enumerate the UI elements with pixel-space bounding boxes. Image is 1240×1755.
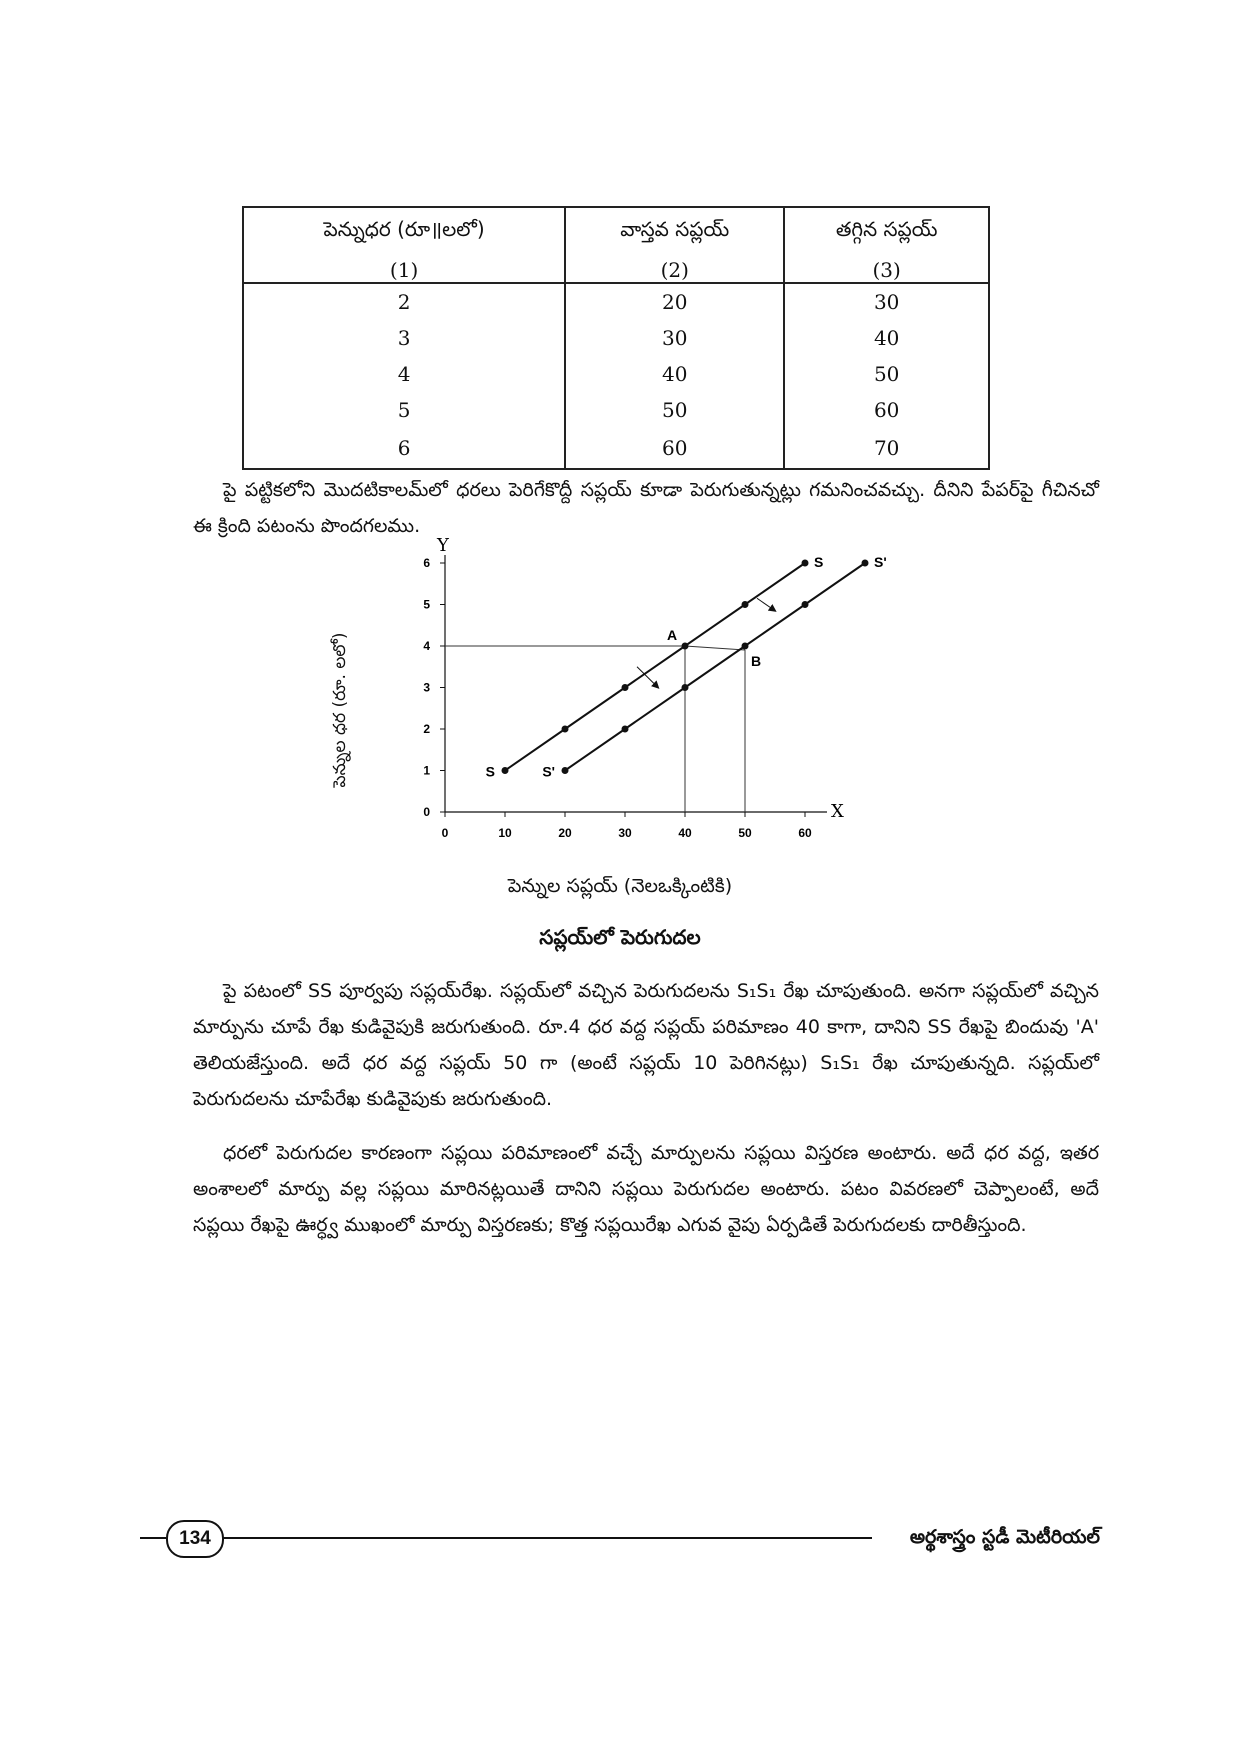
x-tick-label: 40: [678, 826, 692, 840]
table-cell: 30: [784, 283, 989, 320]
chart-xlabel: పెన్నుల సప్లయ్ (నెలఒక్కింటికి): [507, 875, 733, 897]
table-row: [243, 320, 989, 356]
table-row: [243, 428, 989, 469]
table-row: [243, 392, 989, 428]
table-header-actual-supply: వాస్తవ సప్లయ్: [565, 207, 784, 246]
data-point: [802, 601, 809, 608]
data-point: [742, 643, 749, 650]
table-cell: 50: [784, 356, 989, 392]
table-cell: 40: [565, 356, 784, 392]
table-cell: 40: [784, 320, 989, 356]
data-point: [862, 560, 869, 567]
data-point: [682, 684, 689, 691]
curve-start-label: S: [485, 763, 495, 780]
data-point: [562, 726, 569, 733]
y-tick-label: 4: [423, 639, 430, 653]
data-point: [502, 767, 509, 774]
table-cell: 30: [565, 320, 784, 356]
chart-title: సప్లయ్‌లో పెరుగుదల: [539, 925, 701, 949]
table-header-number: (1): [243, 246, 565, 283]
page-number: 134: [166, 1520, 224, 1558]
supply-curve: [565, 563, 865, 771]
x-axis-letter: X: [831, 801, 844, 822]
table-cell: 5: [243, 392, 565, 428]
table-cell: 6: [243, 428, 565, 469]
intro-paragraph: పై పట్టికలోని మొదటికాలమ్‌లో ధరలు పెరిగేకొద్దీ సప్లయ్ కూడా పెరుగుతున్నట్లు గమనించవచ్చు. దీనిని పేపర్‌పై గీచినచో ఈ క్రింది పటంను పొందగలము.: [193, 479, 1099, 537]
curve-start-label: S': [542, 763, 555, 780]
table-row: [243, 283, 989, 320]
table-header-reduced-supply: తగ్గిన సప్లయ్: [784, 207, 989, 246]
shift-arrow: [757, 598, 775, 610]
x-tick-label: 50: [738, 826, 752, 840]
paragraph-supply-extension: ధరలో పెరుగుదల కారణంగా సప్లయి పరిమాణంలో వచ్చే మార్పులను సప్లయి విస్తరణ అంటారు. అదే ధర వద్ద, ఇతర అంశాలలో మార్పు వల్ల సప్లయి మారినట్లయితే దానిని సప్లయి పెరుగుదల అంటారు. పటం వివరణలో చెప్పాలంటే, అదే సప్లయి రేఖపై ఊర్ధ్వ ముఖంలో మార్పు విస్తరణకు; కొత్త సప్లయిరేఖ ఎగువ వైపు ఏర్పడితే పెరుగుదలకు దారితీస్తుంది.: [193, 1142, 1099, 1236]
table-header-number: (2): [565, 246, 784, 283]
curve-end-label: S': [874, 554, 887, 570]
table-cell: 2: [243, 283, 565, 320]
table-cell: 60: [565, 428, 784, 469]
curve-end-label: S: [814, 554, 824, 570]
y-tick-label: 3: [423, 680, 430, 695]
data-point: [622, 726, 629, 733]
table-row: [243, 356, 989, 392]
y-tick-label: 0: [423, 805, 430, 819]
y-tick-label: 5: [423, 597, 430, 612]
x-tick-label: 20: [558, 826, 572, 840]
chart-ylabel: పెన్నుల ధర (రూ. లలో): [330, 632, 350, 788]
x-tick-label: 10: [498, 826, 512, 840]
data-point: [622, 684, 629, 691]
table-cell: 4: [243, 356, 565, 392]
paragraph-supply-curve: పై పటంలో SS పూర్వపు సప్లయ్‌రేఖ. సప్లయ్‌లో వచ్చిన పెరుగుదలను S₁S₁ రేఖ చూపుతుంది. అనగా సప్లయ్‌లో వచ్చిన మార్పును చూపే రేఖ కుడివైపుకి జరుగుతుంది. రూ.4 ధర వద్ద సప్లయ్ పరిమాణం 40 కాగా, దానిని SS రేఖపై బిందువు 'A' తెలియజేస్తుంది. అదే ధర వద్ద సప్లయ్ 50 గా (అంటే సప్లయ్ 10 పెరిగినట్లు) S₁S₁ రేఖ చూపుతున్నది. సప్లయ్‌లో పెరుగుదలను చూపేరేఖ కుడివైపుకు జరుగుతుంది.: [193, 980, 1099, 1110]
table-cell: 50: [565, 392, 784, 428]
table-cell: 70: [784, 428, 989, 469]
supply-table: [242, 206, 990, 470]
y-tick-label: 6: [423, 556, 430, 570]
table-cell: 20: [565, 283, 784, 320]
footer-rule: [222, 1537, 872, 1539]
x-tick-label: 60: [798, 826, 812, 840]
y-tick-label: 1: [423, 763, 430, 778]
table-header-price: పెన్నుధర (రూ॥లలో): [243, 207, 565, 246]
data-point: [802, 560, 809, 567]
supply-chart: [315, 535, 887, 860]
point-label-b: B: [751, 653, 762, 669]
point-label-a: A: [667, 627, 678, 643]
y-axis-letter: Y: [437, 535, 449, 556]
table-cell: 60: [784, 392, 989, 428]
x-tick-label: 0: [441, 826, 449, 840]
data-point: [562, 767, 569, 774]
book-title: అర్థశాస్త్రం స్టడీ మెటీరియల్: [909, 1526, 1100, 1548]
x-tick-label: 30: [618, 826, 632, 840]
table-cell: 3: [243, 320, 565, 356]
y-tick-label: 2: [423, 722, 430, 736]
footer-rule: [140, 1537, 166, 1539]
data-point: [742, 601, 749, 608]
guide-line: [685, 646, 745, 650]
table-header-number: (3): [784, 246, 989, 283]
data-point: [682, 643, 689, 650]
